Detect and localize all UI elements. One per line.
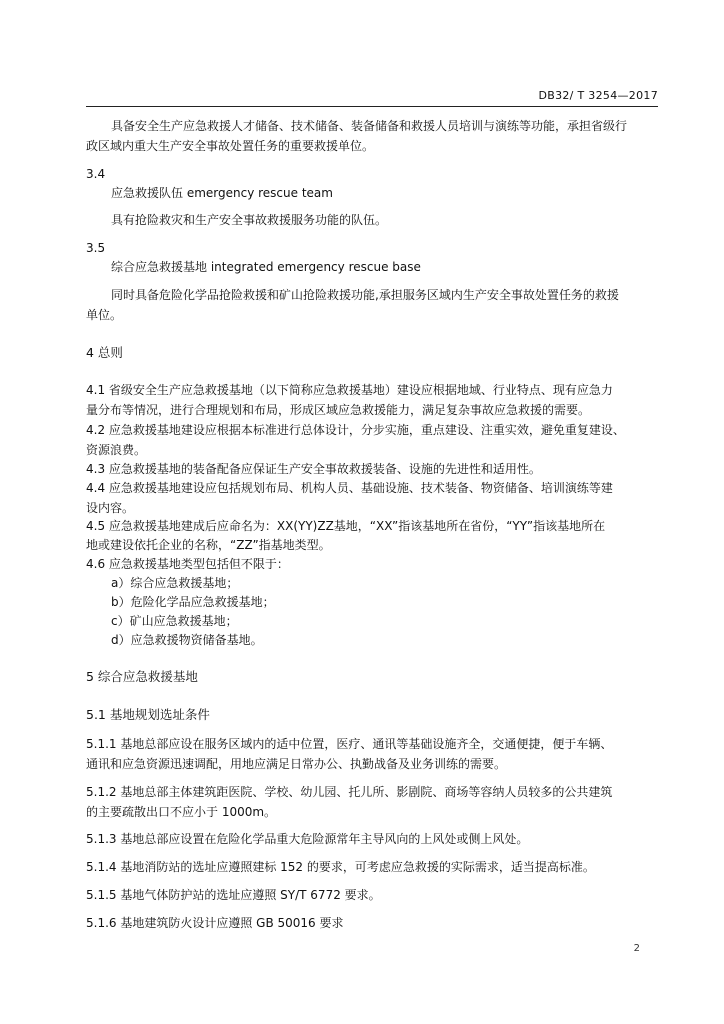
clause-line: 4.4 应急救援基地建设应包括规划布局、机构人员、基础设施、技术装备、物资储备、培训演练等建: [86, 481, 613, 495]
section-heading: 5 综合应急救援基地: [86, 669, 198, 684]
clause-line: 5.1.2 基地总部主体建筑距医院、学校、幼儿园、托儿所、影剧院、商场等容纳人员较多的公共建筑: [86, 785, 613, 799]
clause-line: 资源浪费。: [86, 443, 147, 457]
clause-line: 4.2 应急救援基地建设应根据本标准进行总体设计，分步实施，重点建设、注重实效，避免重复建设、: [86, 423, 625, 437]
clause-line: 5.1.4 基地消防站的选址应遵照建标 152 的要求，可考虑应急救援的实际需求，适当提高标准。: [86, 860, 595, 874]
clause-line: 5.1.5 基地气体防护站的选址应遵照 SY/T 6772 要求。: [86, 888, 381, 902]
clause-line: 4.1 省级安全生产应急救援基地（以下简称应急救援基地）建设应根据地域、行业特点、现有应急力: [86, 383, 613, 397]
page-number: 2: [633, 943, 640, 954]
clause-line: 4.6 应急救援基地类型包括但不限于：: [86, 557, 289, 571]
clause-line: 设内容。: [86, 501, 135, 515]
term-number: 3.5: [86, 241, 106, 255]
clause-line: 4.3 应急救援基地的装备配备应保证生产安全事故救援装备、设施的先进性和适用性。: [86, 462, 541, 476]
clause-line: 5.1.6 基地建筑防火设计应遵照 GB 50016 要求: [86, 916, 344, 930]
term-number: 3.4: [86, 167, 106, 181]
term-definition: 具有抢险救灾和生产安全事故救援服务功能的队伍。: [111, 213, 388, 227]
section-heading: 4 总则: [86, 345, 123, 360]
term-definition: 单位。: [86, 308, 123, 322]
document-id-header: DB32/ T 3254—2017: [538, 89, 658, 102]
term-title: 综合应急救援基地 integrated emergency rescue base: [111, 260, 421, 274]
list-item: b）危险化学品应急救援基地；: [111, 595, 275, 609]
list-item: c）矿山应急救援基地；: [111, 614, 238, 628]
term-definition: 同时具备危险化学品抢险救援和矿山抢险救援功能,承担服务区域内生产安全事故处置任务的救援: [111, 288, 619, 302]
list-item: d）应急救援物资储备基地。: [111, 633, 263, 647]
term-title: 应急救援队伍 emergency rescue team: [111, 186, 333, 200]
subsection-heading: 5.1 基地规划选址条件: [86, 707, 210, 722]
paragraph-line: 政区域内重大生产安全事故处置任务的重要救援单位。: [86, 139, 375, 153]
clause-line: 通讯和应急资源迅速调配，用地应满足日常办公、执勤战备及业务训练的需要。: [86, 757, 507, 771]
clause-line: 4.5 应急救援基地建成后应命名为：XX(YY)ZZ基地，“XX”指该基地所在省份，“YY”指该基地所在: [86, 519, 606, 533]
clause-line: 量分布等情况，进行合理规划和布局，形成区域应急救援能力，满足复杂事故应急救援的需要。: [86, 403, 591, 417]
list-item: a）综合应急救援基地；: [111, 576, 239, 590]
clause-line: 的主要疏散出口不应小于 1000m。: [86, 805, 277, 819]
clause-line: 5.1.1 基地总部应设在服务区域内的适中位置，医疗、通讯等基础设施齐全，交通便捷，便于车辆、: [86, 737, 613, 751]
paragraph-line: 具备安全生产应急救援人才储备、技术储备、装备储备和救援人员培训与演练等功能，承担省级行: [111, 119, 628, 133]
clause-line: 5.1.3 基地总部应设置在危险化学品重大危险源常年主导风向的上风处或侧上风处。: [86, 832, 529, 846]
header-rule: [86, 106, 658, 107]
clause-line: 地或建设依托企业的名称，“ZZ”指基地类型。: [86, 538, 331, 552]
